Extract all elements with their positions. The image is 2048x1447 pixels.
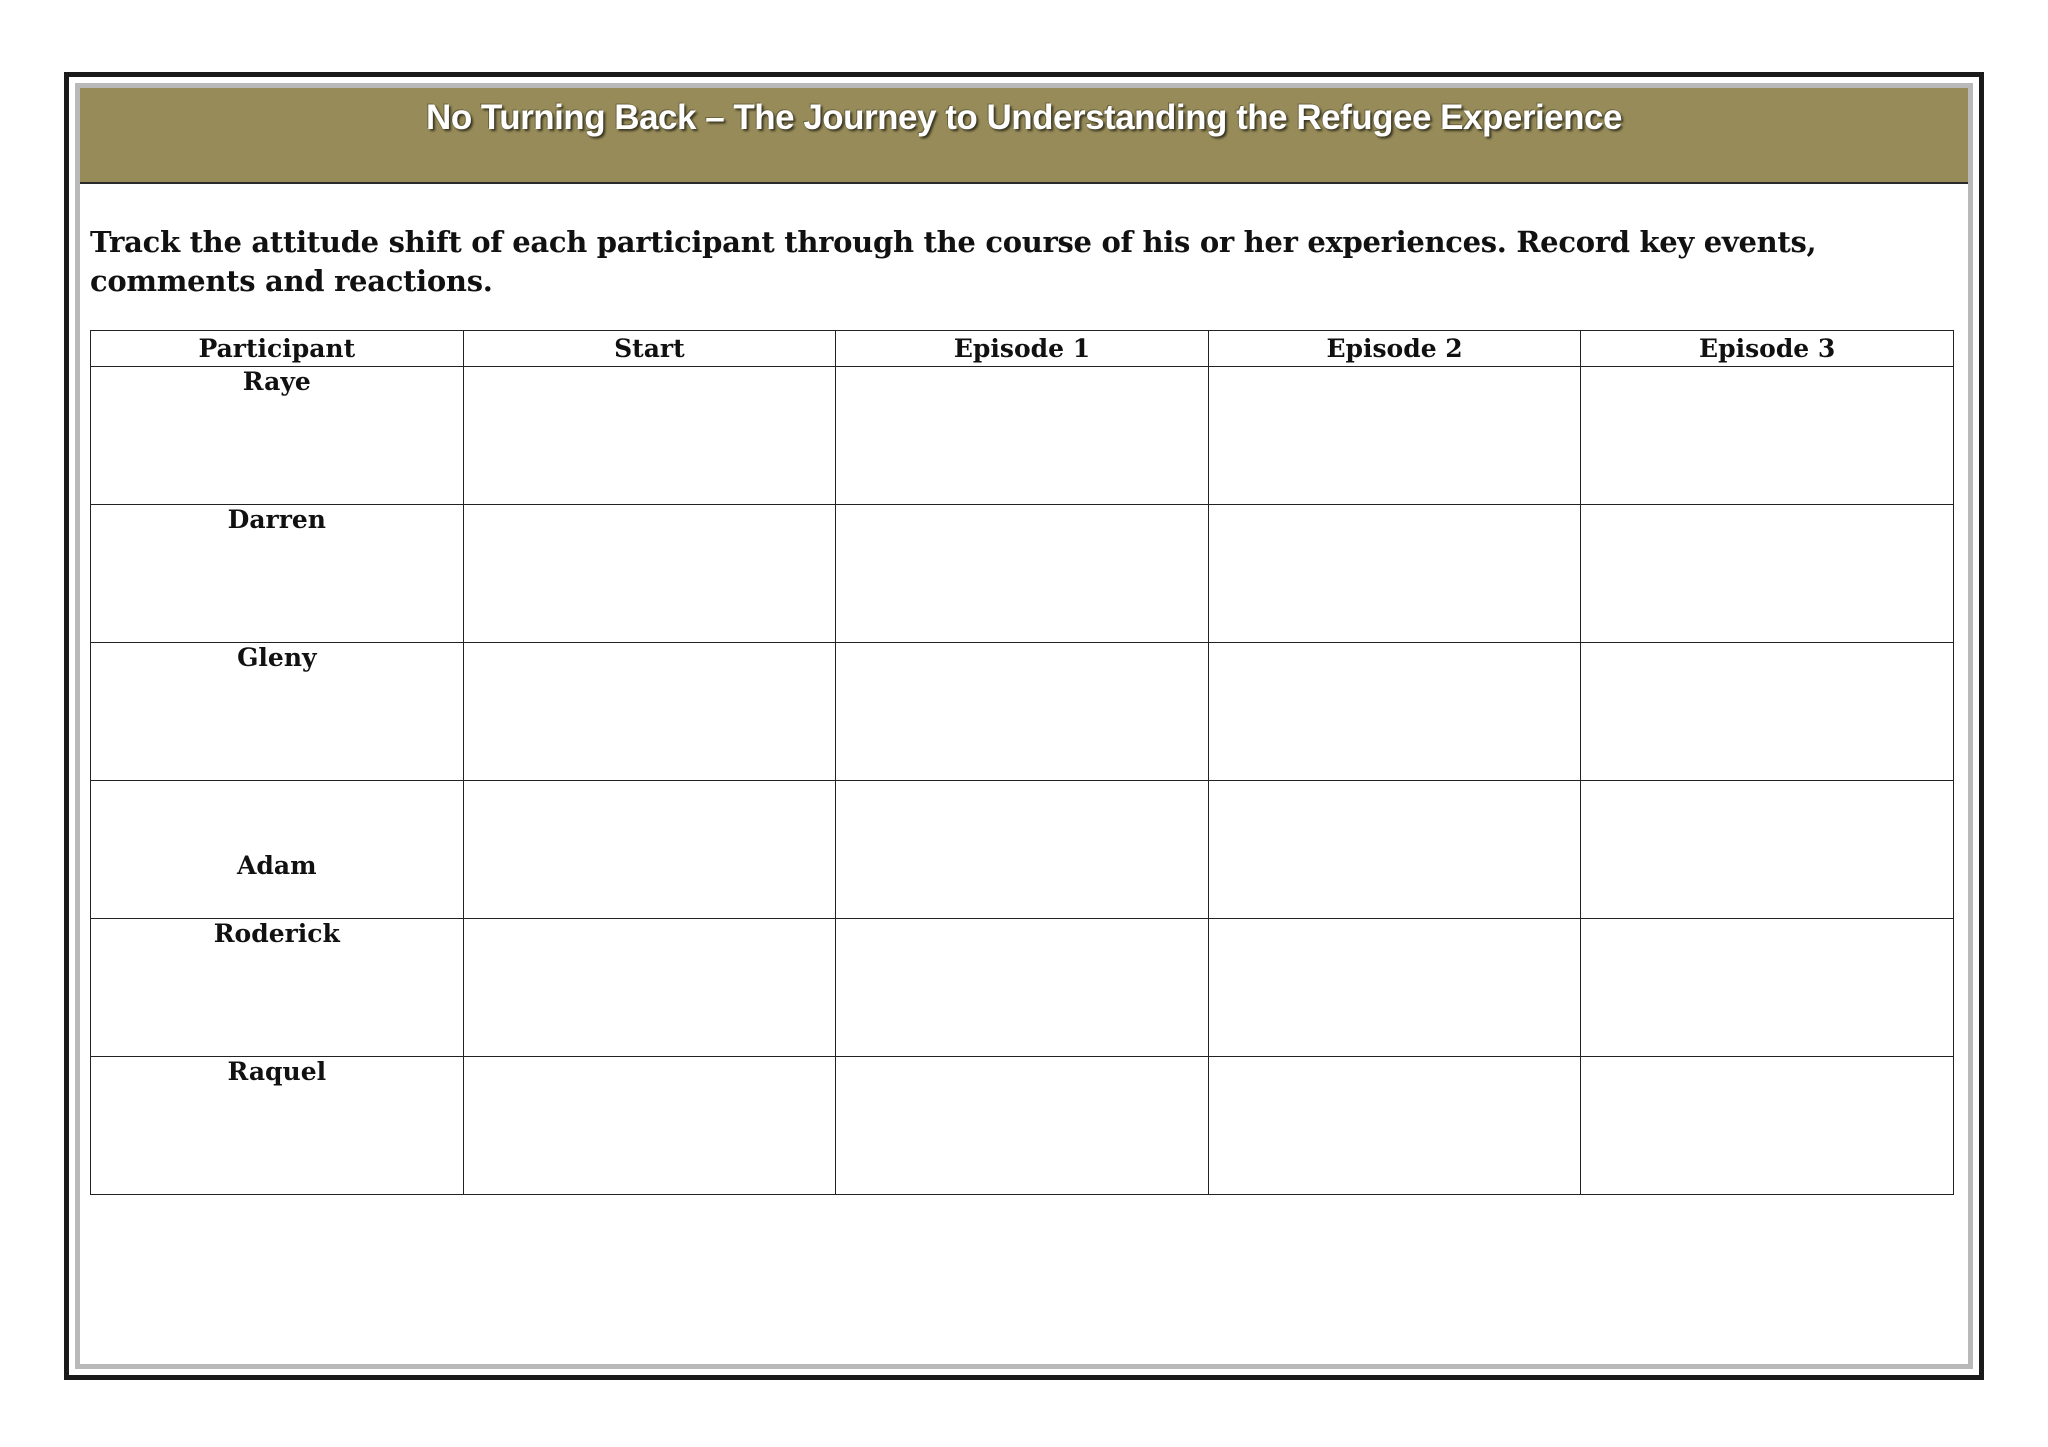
episode-3-cell[interactable] xyxy=(1581,367,1954,505)
start-cell[interactable] xyxy=(463,1057,836,1195)
header-episode-2: Episode 2 xyxy=(1208,331,1581,367)
start-cell[interactable] xyxy=(463,505,836,643)
start-cell[interactable] xyxy=(463,919,836,1057)
page-border-outer xyxy=(64,72,1984,1380)
table-row xyxy=(91,505,1954,643)
page-border-inner xyxy=(75,83,1973,1369)
episode-1-cell[interactable] xyxy=(836,643,1209,781)
start-cell[interactable] xyxy=(463,367,836,505)
table-row xyxy=(91,781,1954,919)
instructions-text: Track the attitude shift of each participant through the course of his or her experiences. Record key events, comments and reactions. xyxy=(90,225,1817,298)
episode-2-cell[interactable] xyxy=(1208,643,1581,781)
header-participant: Participant xyxy=(91,331,464,367)
table-row xyxy=(91,919,1954,1057)
episode-1-cell[interactable] xyxy=(836,505,1209,643)
start-cell[interactable] xyxy=(463,643,836,781)
episode-1-cell[interactable] xyxy=(836,919,1209,1057)
participant-name: Gleny xyxy=(91,643,464,781)
participant-name: Raye xyxy=(91,367,464,505)
header-episode-1: Episode 1 xyxy=(836,331,1209,367)
table-row xyxy=(91,643,1954,781)
episode-2-cell[interactable] xyxy=(1208,367,1581,505)
header-start: Start xyxy=(463,331,836,367)
participant-name: Darren xyxy=(91,505,464,643)
episode-2-cell[interactable] xyxy=(1208,505,1581,643)
title-banner xyxy=(80,88,1968,184)
header-episode-3: Episode 3 xyxy=(1581,331,1954,367)
episode-1-cell[interactable] xyxy=(836,367,1209,505)
episode-3-cell[interactable] xyxy=(1581,1057,1954,1195)
episode-3-cell[interactable] xyxy=(1581,505,1954,643)
participant-name: Roderick xyxy=(91,919,464,1057)
table-row xyxy=(91,1057,1954,1195)
attitude-tracking-table xyxy=(90,330,1954,1195)
page-title: No Turning Back – The Journey to Understanding the Refugee Experience xyxy=(426,98,1622,137)
start-cell[interactable] xyxy=(463,781,836,919)
episode-2-cell[interactable] xyxy=(1208,1057,1581,1195)
episode-3-cell[interactable] xyxy=(1581,781,1954,919)
table-header-row xyxy=(91,331,1954,367)
episode-1-cell[interactable] xyxy=(836,781,1209,919)
table-row xyxy=(91,367,1954,505)
episode-3-cell[interactable] xyxy=(1581,919,1954,1057)
episode-2-cell[interactable] xyxy=(1208,781,1581,919)
episode-2-cell[interactable] xyxy=(1208,919,1581,1057)
episode-3-cell[interactable] xyxy=(1581,643,1954,781)
participant-name: Raquel xyxy=(91,1057,464,1195)
episode-1-cell[interactable] xyxy=(836,1057,1209,1195)
participant-name: Adam xyxy=(91,781,464,919)
